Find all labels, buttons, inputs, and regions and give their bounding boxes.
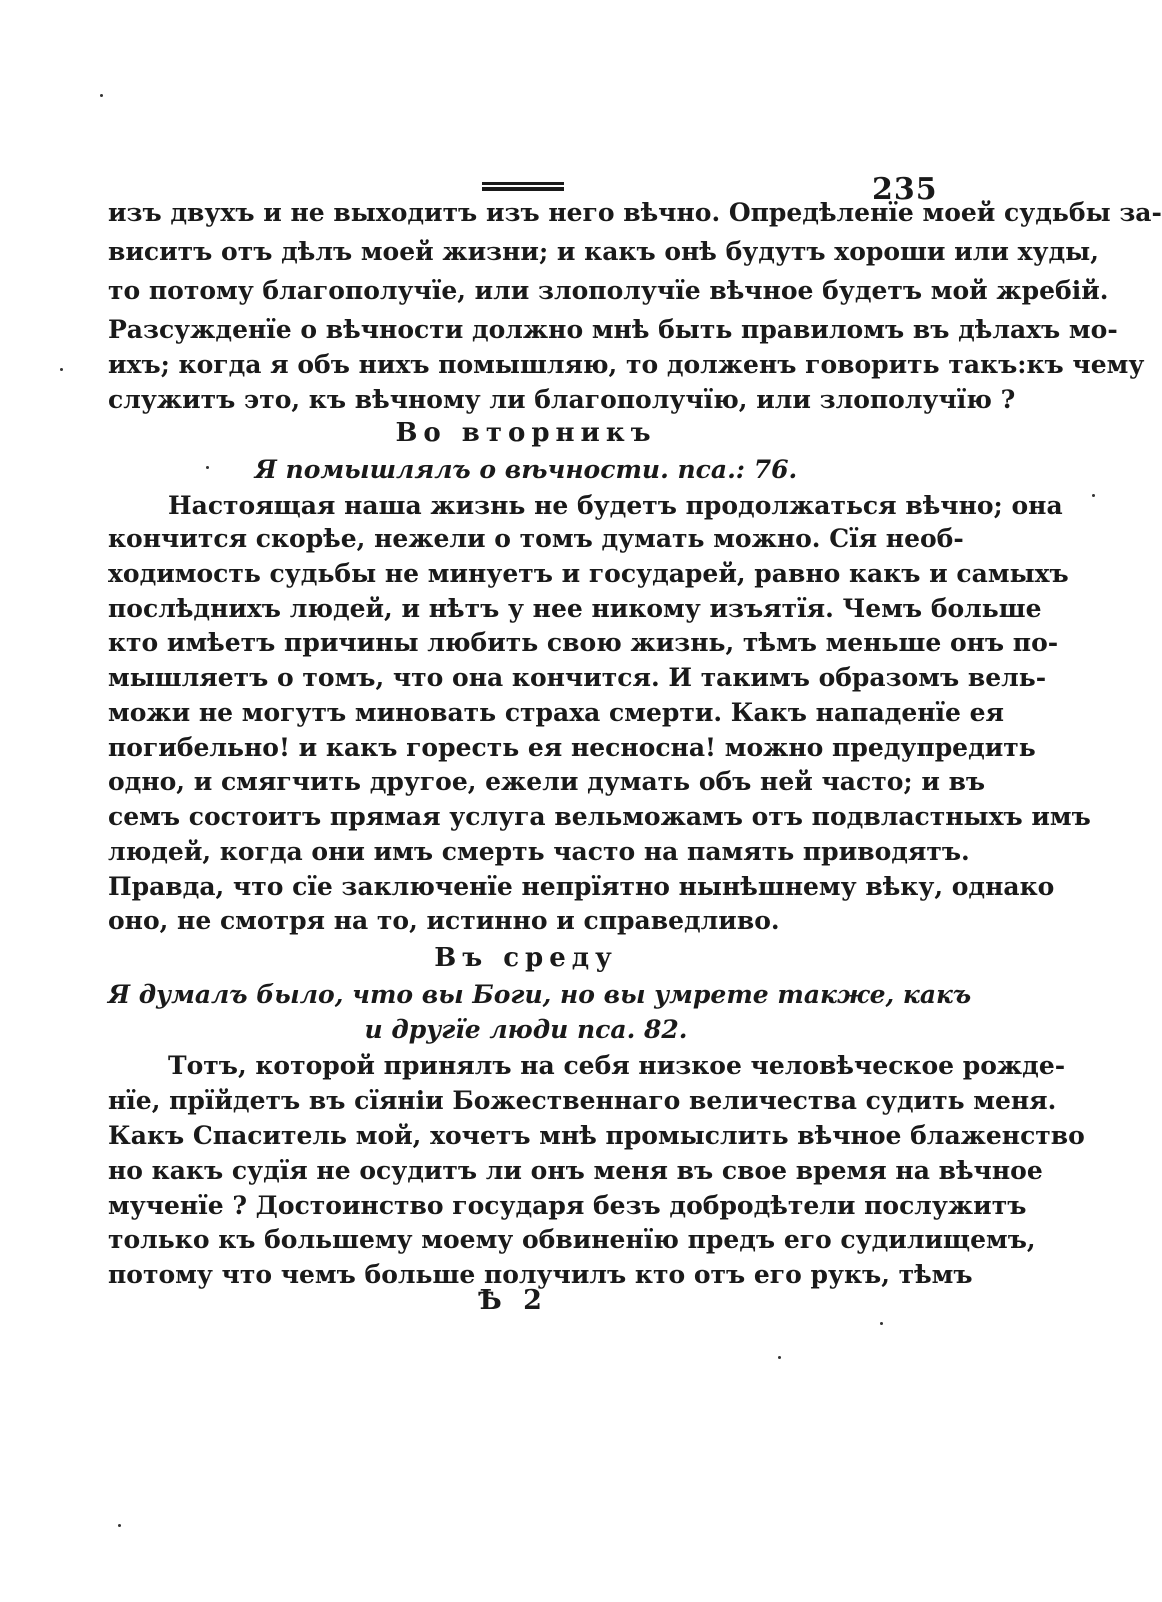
text-line: только къ большему моему обвиненїю предъ его судилищемъ,	[108, 1225, 1036, 1254]
scan-speck	[60, 368, 63, 371]
text-line: погибельно! и какъ горесть ея несносна! можно предупредить	[108, 733, 1036, 762]
text-line: служитъ это, къ вѣчному ли благополучїю, или злополучїю ?	[108, 385, 1016, 414]
scan-speck	[206, 466, 209, 469]
text-line: потому что чемъ больше получилъ кто отъ его рукъ, тѣмъ	[108, 1260, 973, 1289]
text-line: то потому благополучїе, или злополучїе вѣчное будетъ мой жребiй.	[108, 276, 1109, 305]
scan-speck	[1092, 494, 1095, 497]
text-line: Какъ Спаситель мой, хочетъ мнѣ промыслить вѣчное блаженство	[108, 1121, 1085, 1150]
text-line: нїе, прїйдетъ въ сїянiи Божественнаго величества судить меня.	[108, 1086, 1057, 1115]
header-ornament-rule	[482, 182, 564, 192]
text-line: кто имѣетъ причины любить свою жизнь, тѣмъ меньше онъ по-	[108, 628, 1059, 657]
text-line: ихъ; когда я объ нихъ помышляю, то долженъ говорить такъ:къ чему	[108, 350, 1145, 379]
scan-speck	[100, 94, 103, 97]
text-line: можи не могутъ миновать страха смерти. Какъ нападенїе ея	[108, 698, 1005, 727]
epigraph-wednesday-line1: Я думалъ было, что вы Боги, но вы умрете также, какъ	[108, 980, 972, 1009]
page-number: 235	[872, 172, 938, 207]
text-line: людей, когда они имъ смерть часто на память приводятъ.	[108, 837, 970, 866]
epigraph-tuesday: Я помышлялъ о вѣчности. пса.: 76.	[254, 455, 798, 484]
scan-speck	[880, 1322, 883, 1325]
scan-speck	[118, 1524, 121, 1527]
text-line: оно, не смотря на то, истинно и справедливо.	[108, 906, 780, 935]
text-line: Настоящая наша жизнь не будетъ продолжаться вѣчно; она	[168, 491, 1063, 520]
text-line: семъ состоитъ прямая услуга вельможамъ отъ подвластныхъ имъ	[108, 802, 1091, 831]
text-line: виситъ отъ дѣлъ моей жизни; и какъ онѣ будутъ хороши или худы,	[108, 237, 1099, 266]
text-line: послѣднихъ людей, и нѣтъ у нее никому изъятїя. Чемъ больше	[108, 594, 1042, 623]
epigraph-wednesday-line2: и другїе люди пса. 82.	[364, 1015, 688, 1044]
section-heading-tuesday: Во вторникъ	[395, 418, 657, 448]
section-heading-wednesday: Въ среду	[434, 943, 618, 973]
text-line: ходимость судьбы не минуетъ и государей, равно какъ и самыхъ	[108, 559, 1069, 588]
text-line: мышляетъ о томъ, что она кончится. И такимъ образомъ вель-	[108, 663, 1047, 692]
text-line: кончится скорѣе, нежели о томъ думать можно. Сїя необ-	[108, 524, 964, 553]
scan-speck	[778, 1356, 781, 1359]
text-line: одно, и смягчить другое, ежели думать объ ней часто; и въ	[108, 767, 986, 796]
text-line: Правда, что сїе заключенїе непрїятно нынѣшнему вѣку, однако	[108, 872, 1055, 901]
text-line: мученїе ? Достоинство государя безъ добродѣтели послужитъ	[108, 1191, 1027, 1220]
printer-signature-mark: Ѣ 2	[478, 1285, 548, 1316]
text-line: изъ двухъ и не выходитъ изъ него вѣчно. Опредѣленїе моей судьбы за-	[108, 198, 1162, 227]
text-line: но какъ судїя не осудитъ ли онъ меня въ свое время на вѣчное	[108, 1156, 1043, 1185]
text-line: Тотъ, которой принялъ на себя низкое человѣческое рожде-	[168, 1051, 1066, 1080]
text-line: Разсужденїе о вѣчности должно мнѣ быть правиломъ въ дѣлахъ мо-	[108, 315, 1118, 344]
